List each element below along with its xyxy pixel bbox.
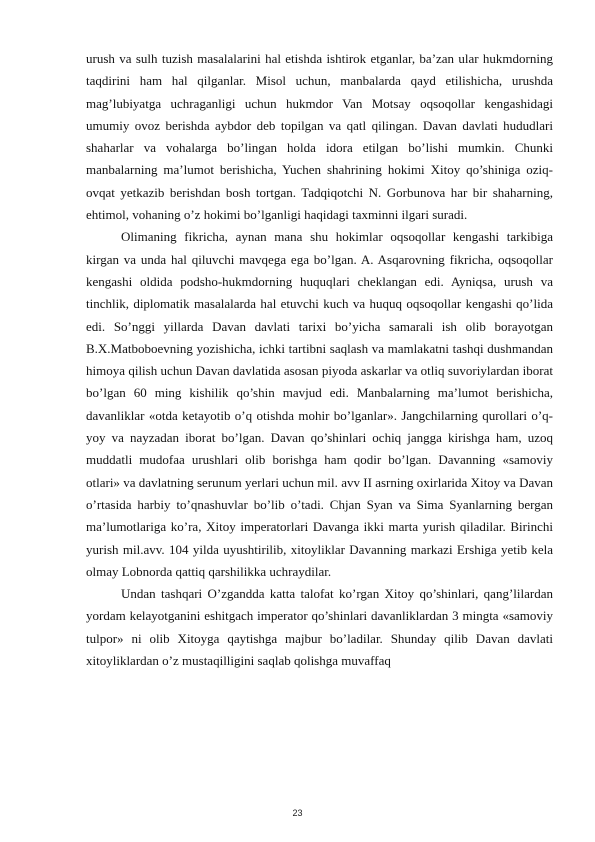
page-body [86,48,553,672]
page-number: 23 [292,808,303,818]
paragraph-1: urush va sulh tuzish masalalarini hal etishda ishtirok etganlar, ba’zan ular hukmdorning taqdirini ham hal qilganlar. Misol uchun, manbalarda qayd etilishicha, urushda mag’lubiyatga uchraganligi uchun hukmdor Van Motsay oqsoqollar kengashidagi umumiy ovoz berishda aybdor deb topilgan va qatl qilingan. Davan davlati hududlari shaharlar va vohalarga bo’lingan holda idora etilgan bo’lishi mumkin. Chunki manbalarning ma’lumot berishicha, Yuchen shahrining hokimi Xitoy qo’shiniga oziq-ovqat yetkazib berishdan bosh tortgan. Tadqiqotchi N. Gorbunova har bir shaharning, ehtimol, vohaning o’z hokimi bo’lganligi haqidagi taxminni ilgari suradi. [86,51,553,223]
paragraph-2: Olimaning fikricha, aynan mana shu hokimlar oqsoqollar kengashi tarkibiga kirgan va unda hal qiluvchi mavqega ega bo’lgan. A. Asqarovning fikricha, oqsoqollar kengashi oldida podsho-hukmdorning huquqlari cheklangan edi. Ayniqsa, urush va tinchlik, diplomatik masalalarda hal etuvchi kuch va huquq oqsoqollar kengashi qo’lida edi. So’nggi yillarda Davan davlati tarixi bo’yicha samarali ish olib borayotgan B.X.Matboboevning yozishicha, ichki tartibni saqlash va mamlakatni tashqi dushmandan himoya qilish uchun Davan davlatida asosan piyoda askarlar va otliq suvoriylardan iborat bo’lgan 60 ming kishilik qo’shin mavjud edi. Manbalarning ma’lumot berishicha, davanliklar «otda ketayotib o’q otishda mohir bo’lganlar». Jangchilarning qurollari o’q-yoy va nayzadan iborat bo’lgan. Davan qo’shinlari ochiq jangga kirishga ham, uzoq muddatli mudofaa urushlari olib borishga ham qodir bo’lgan. Davanning «samoviy otlari» va davlatning serunum yerlari uchun mil. avv II asrning oxirlarida Xitoy va Davan o’rtasida harbiy to’qnashuvlar bo’lib o’tadi. Chjan Syan va Sima Syanlarning bergan ma’lumotlariga ko’ra, Xitoy imperatorlari Davanga ikki marta yurish qiladilar. Birinchi yurish mil.avv. 104 yilda uyushtirilib, xitoyliklar Davanning markazi Ershiga yetib kela olmay Lobnorda qattiq qarshilikka uchraydilar. [86,229,553,579]
paragraph-3: Undan tashqari O’zgandda katta talofat ko’rgan Xitoy qo’shinlari, qang’lilardan yordam kelayotganini eshitgach imperator qo’shinlari davanliklardan 3 mingta «samoviy tulpor» ni olib Xitoyga qaytishga majbur bo’ladilar. Shunday qilib Davan davlati xitoyliklardan o’z mustaqilligini saqlab qolishga muvaffaq [86,586,553,669]
